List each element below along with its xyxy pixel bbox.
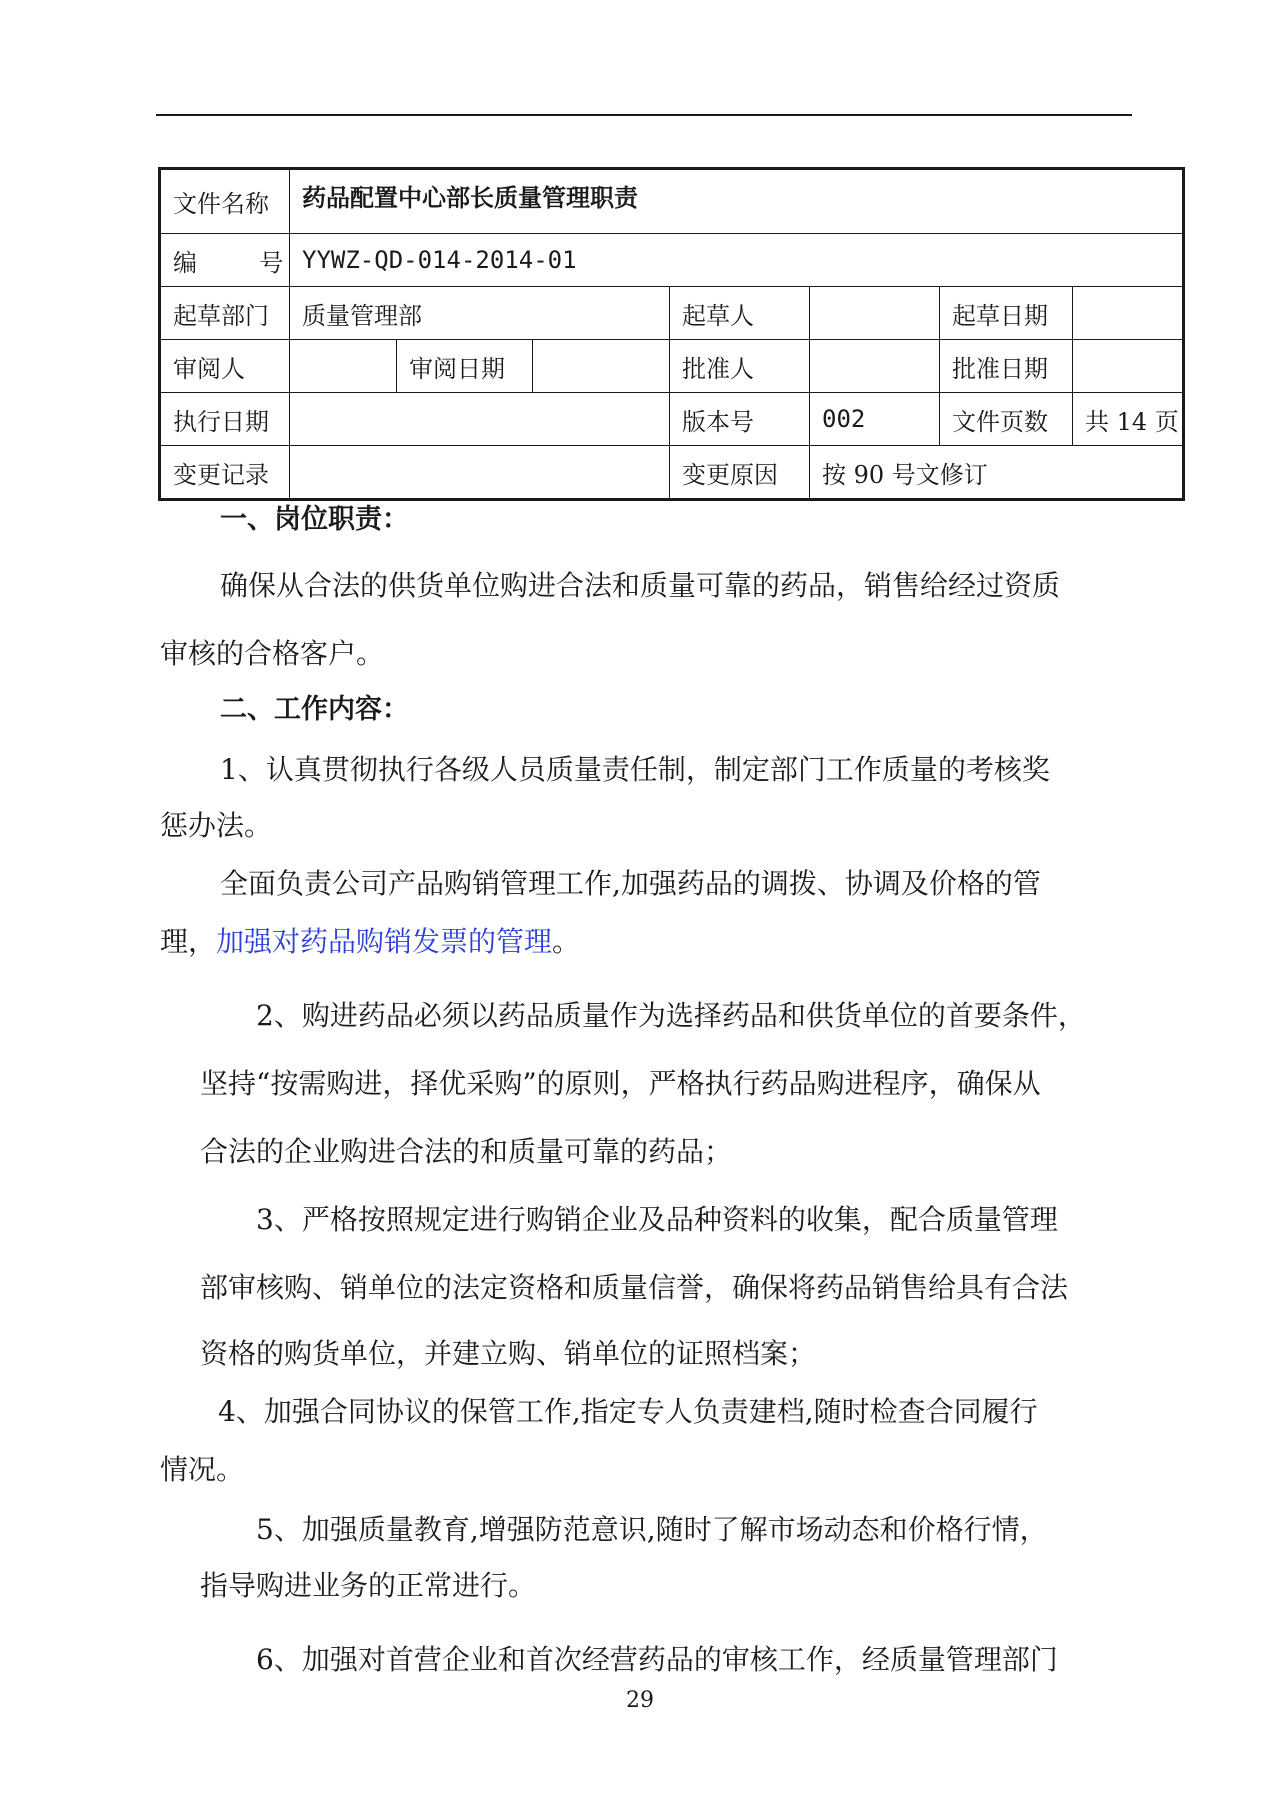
draft-dept-value: 质量管理部 bbox=[290, 287, 670, 340]
page-count-label: 文件页数 bbox=[940, 393, 1073, 446]
drafter-value bbox=[810, 287, 940, 340]
paragraph-line: 部审核购、销单位的法定资格和质量信誉，确保将药品销售给具有合法 bbox=[200, 1271, 1069, 1304]
paragraph-line: 4、加强合同协议的保管工作,指定专人负责建档,随时检查合同履行 bbox=[218, 1395, 1038, 1428]
approver-value bbox=[810, 340, 940, 393]
version-label: 版本号 bbox=[670, 393, 810, 446]
table-row bbox=[160, 446, 1184, 500]
change-reason-value: 按 90 号文修订 bbox=[810, 446, 1184, 500]
text-span: 。 bbox=[552, 925, 581, 958]
page-count-value: 共 14 页 bbox=[1073, 393, 1184, 446]
paragraph-line: 资格的购货单位，并建立购、销单位的证照档案； bbox=[200, 1337, 817, 1370]
paragraph-line: 坚持“按需购进，择优采购”的原则，严格执行药品购进程序，确保从 bbox=[200, 1067, 1041, 1100]
approve-date-value bbox=[1073, 340, 1184, 393]
doc-number-value: YYWZ-QD-014-2014-01 bbox=[290, 234, 1184, 287]
draft-date-value bbox=[1073, 287, 1184, 340]
paragraph-line bbox=[160, 924, 580, 960]
drafter-label: 起草人 bbox=[670, 287, 810, 340]
table-row bbox=[160, 169, 1184, 234]
doc-number-label: 编号 bbox=[160, 234, 290, 287]
table-row bbox=[160, 287, 1184, 340]
approve-date-label: 批准日期 bbox=[940, 340, 1073, 393]
version-value: 002 bbox=[810, 393, 940, 446]
paragraph-line: 合法的企业购进合法的和质量可靠的药品； bbox=[200, 1135, 733, 1168]
paragraph-line: 5、加强质量教育,增强防范意识,随时了解市场动态和价格行情， bbox=[256, 1513, 1048, 1546]
paragraph-line: 3、严格按照规定进行购销企业及品种资料的收集，配合质量管理 bbox=[256, 1203, 1058, 1236]
paragraph-line: 确保从合法的供货单位购进合法和质量可靠的药品，销售给经过资质 bbox=[220, 569, 1061, 602]
approver-label: 批准人 bbox=[670, 340, 810, 393]
section-heading-duties: 一、岗位职责： bbox=[220, 504, 409, 535]
paragraph-line: 指导购进业务的正常进行。 bbox=[200, 1569, 537, 1602]
change-record-value bbox=[290, 446, 670, 500]
draft-dept-label: 起草部门 bbox=[160, 287, 290, 340]
change-reason-label: 变更原因 bbox=[670, 446, 810, 500]
review-date-label: 审阅日期 bbox=[397, 340, 533, 393]
reviewer-label: 审阅人 bbox=[160, 340, 290, 393]
table-row bbox=[160, 340, 1184, 393]
section-heading-work: 二、工作内容： bbox=[220, 694, 409, 725]
page-number: 29 bbox=[626, 1688, 654, 1713]
table-row bbox=[160, 234, 1184, 287]
review-date-value bbox=[533, 340, 670, 393]
text-span: 理， bbox=[160, 925, 217, 958]
effective-date-value bbox=[290, 393, 670, 446]
draft-date-label: 起草日期 bbox=[940, 287, 1073, 340]
paragraph-line: 全面负责公司产品购销管理工作,加强药品的调拨、协调及价格的管 bbox=[220, 867, 1041, 900]
effective-date-label: 执行日期 bbox=[160, 393, 290, 446]
highlighted-text: 加强对药品购销发票的管理 bbox=[216, 925, 553, 958]
paragraph-line: 惩办法。 bbox=[160, 809, 273, 842]
paragraph-line: 1、认真贯彻执行各级人员质量责任制，制定部门工作质量的考核奖 bbox=[220, 753, 1050, 786]
table-row bbox=[160, 393, 1184, 446]
paragraph-line: 2、购进药品必须以药品质量作为选择药品和供货单位的首要条件， bbox=[256, 999, 1086, 1032]
change-record-label: 变更记录 bbox=[160, 446, 290, 500]
header-rule bbox=[156, 114, 1132, 116]
paragraph-line: 情况。 bbox=[160, 1453, 245, 1486]
reviewer-value bbox=[290, 340, 397, 393]
document-info-table bbox=[158, 167, 1185, 501]
paragraph-line: 6、加强对首营企业和首次经营药品的审核工作，经质量管理部门 bbox=[256, 1643, 1058, 1676]
file-name-label: 文件名称 bbox=[160, 169, 290, 234]
file-name-value: 药品配置中心部长质量管理职责 bbox=[290, 169, 1184, 234]
paragraph-line: 审核的合格客户。 bbox=[160, 637, 385, 670]
